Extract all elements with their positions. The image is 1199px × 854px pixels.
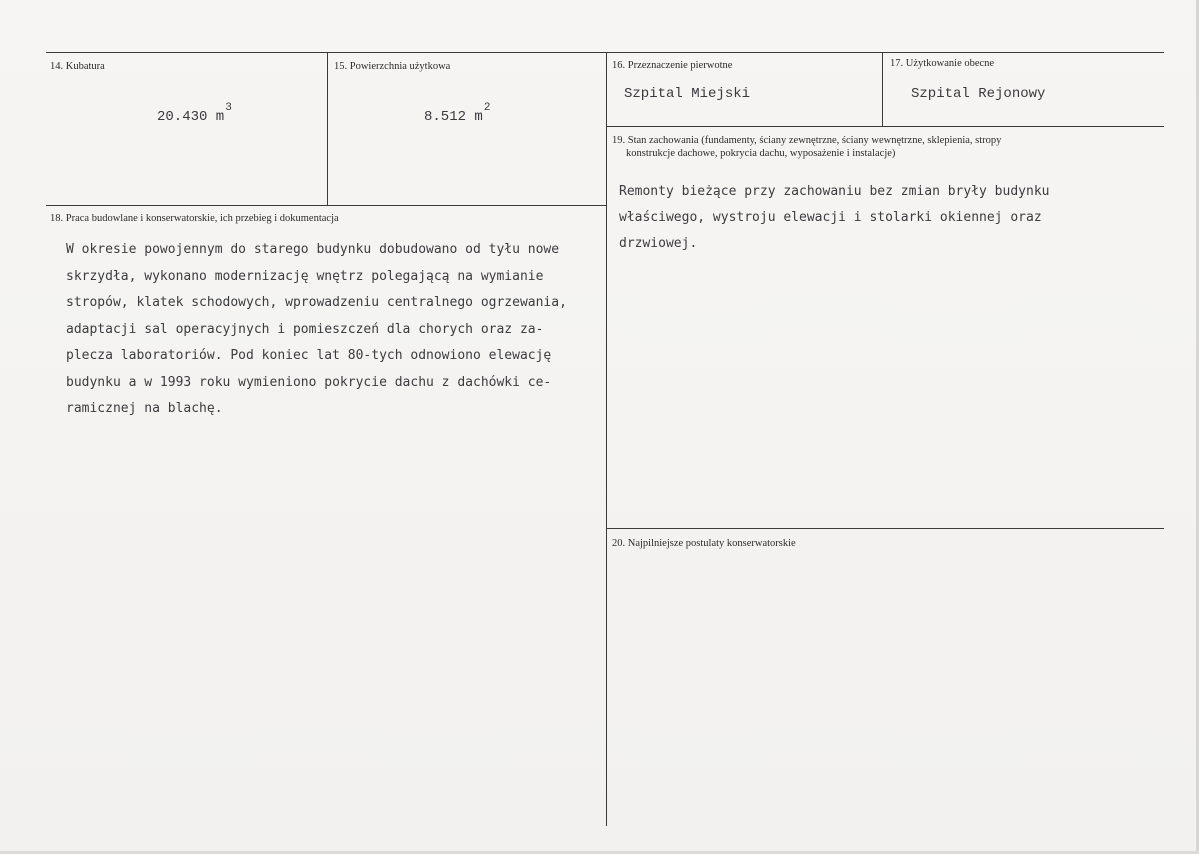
stan-label-line2: konstrukcje dachowe, pokrycia dachu, wyposażenie i instalacje) [626, 148, 896, 159]
stan-line: drzwiowej. [619, 236, 698, 251]
divider-left-right [606, 52, 607, 826]
praca-line: plecza laboratoriów. Pod koniec lat 80-tych odnowiono elewację [66, 348, 552, 363]
divider-16-17 [882, 52, 883, 126]
stan-text [619, 179, 1049, 257]
praca-text [66, 237, 567, 423]
praca-line: W okresie powojennym do starego budynku dobudowano od tyłu nowe [66, 242, 560, 257]
powierzchnia-value [424, 102, 491, 125]
praca-line: stropów, klatek schodowych, wprowadzeniu centralnego ogrzewania, [66, 295, 567, 310]
kubatura-label: 14. Kubatura [50, 61, 105, 72]
powierzchnia-label: 15. Powierzchnia użytkowa [334, 61, 451, 72]
kubatura-number: 20.430 m [157, 109, 225, 125]
praca-line: adaptacji sal operacyjnych i pomieszczeń dla chorych oraz za- [66, 321, 544, 337]
stan-line: Remonty bieżące przy zachowaniu bez zmian bryły budynku [619, 184, 1050, 199]
kubatura-exponent: 3 [225, 102, 232, 114]
uzytkowanie-value: Szpital Rejonowy [911, 86, 1046, 102]
praca-line: skrzydła, wykonano modernizację wnętrz polegającą na wymianie [66, 268, 544, 284]
kubatura-value [157, 102, 232, 125]
top-rule [46, 52, 1164, 53]
rule-under-16-17 [606, 126, 1164, 127]
przeznaczenie-label: 16. Przeznaczenie pierwotne [612, 60, 733, 71]
rule-under-14-15 [46, 205, 606, 206]
rule-above-20 [606, 528, 1164, 529]
divider-14-15 [327, 52, 328, 205]
powierzchnia-number: 8.512 m [424, 109, 483, 125]
praca-label: 18. Praca budowlane i konserwatorskie, ich przebieg i dokumentacja [50, 213, 339, 224]
praca-line: ramicznej na blachę. [66, 401, 223, 416]
stan-line: właściwego, wystroju elewacji i stolarki okiennej oraz [619, 210, 1042, 225]
uzytkowanie-label: 17. Użytkowanie obecne [890, 58, 995, 69]
praca-line: budynku a w 1993 roku wymieniono pokrycie dachu z dachówki ce- [66, 374, 552, 390]
powierzchnia-exponent: 2 [483, 102, 491, 114]
przeznaczenie-value: Szpital Miejski [624, 86, 751, 102]
postulaty-label: 20. Najpilniejsze postulaty konserwatorskie [612, 538, 796, 549]
stan-label-line1: 19. Stan zachowania (fundamenty, ściany zewnętrzne, ściany wewnętrzne, sklepienia, stropy [612, 135, 1002, 146]
